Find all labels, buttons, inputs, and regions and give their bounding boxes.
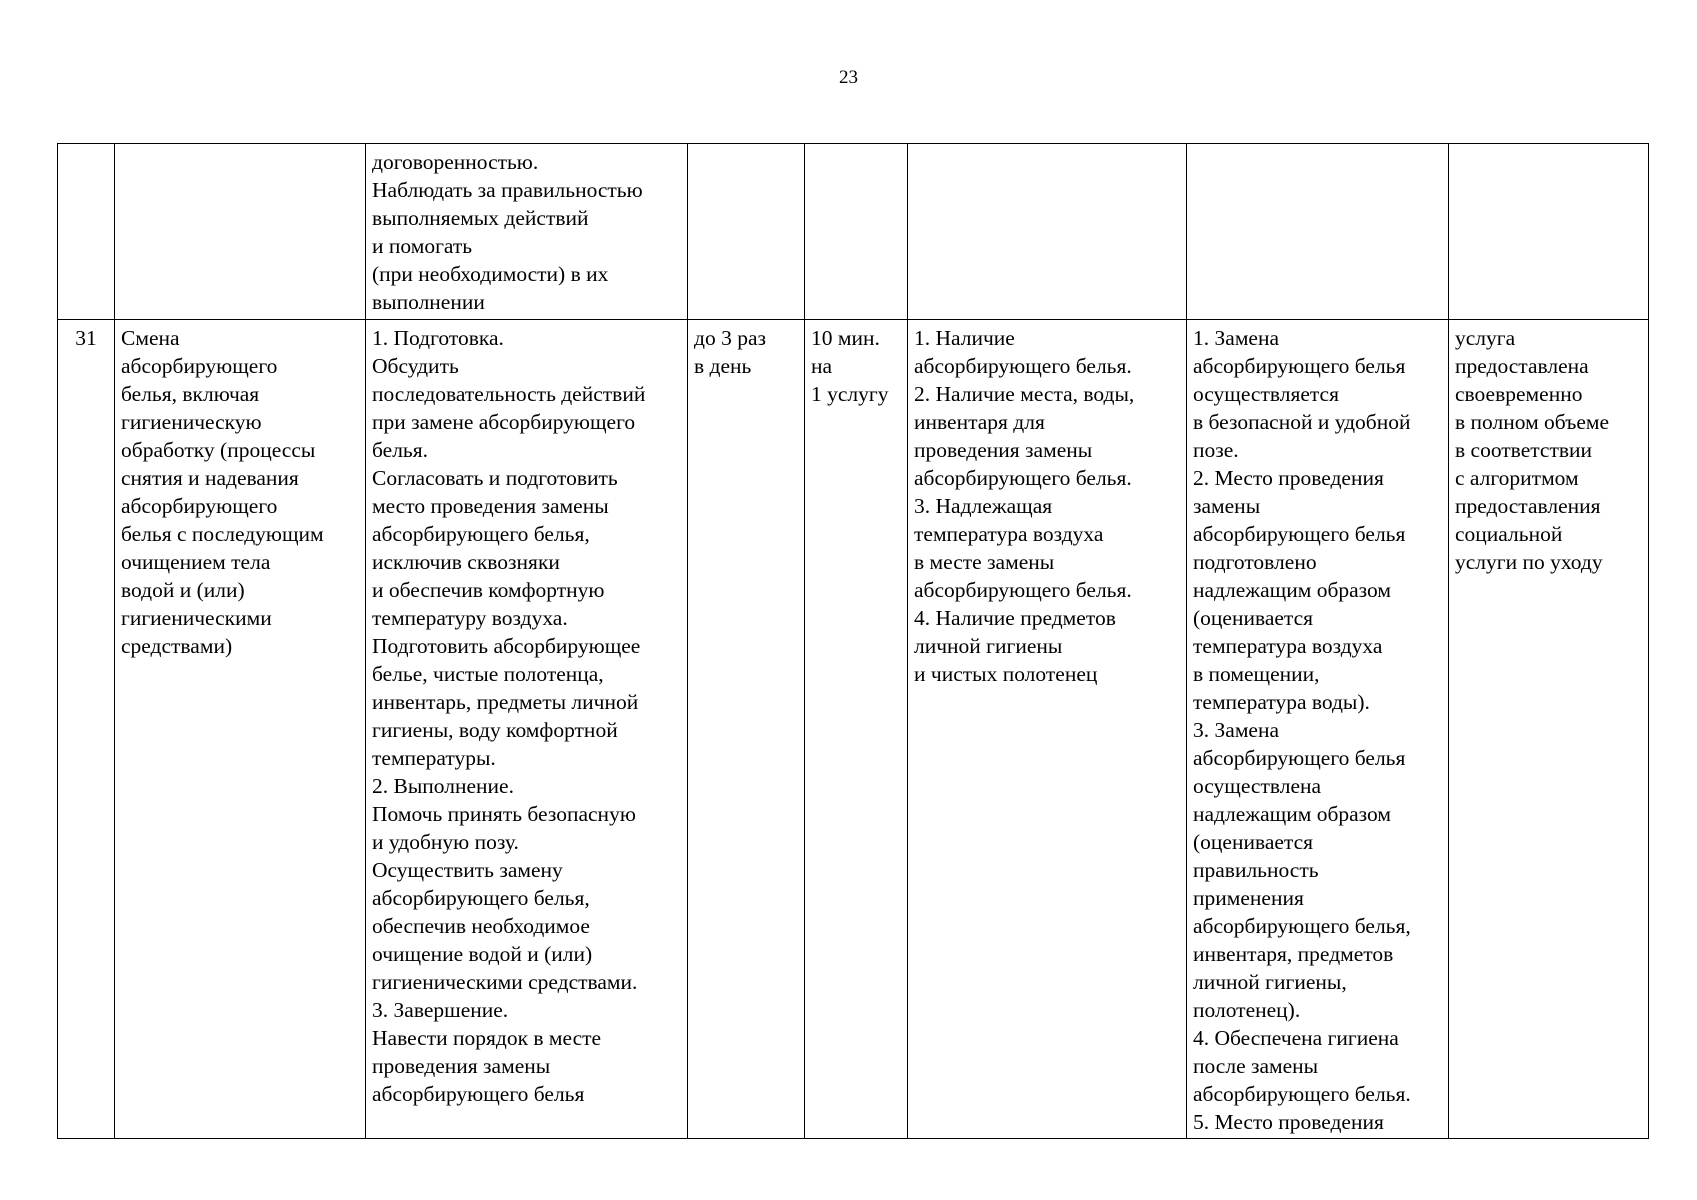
cell-text-line: 4. Наличие предметов bbox=[914, 606, 1116, 630]
cell-text-line: замены bbox=[1193, 494, 1261, 518]
cell-text-line: после замены bbox=[1193, 1054, 1319, 1078]
cell-text-line: Навести порядок в месте bbox=[372, 1026, 602, 1050]
cell-text-line: Помочь принять безопасную bbox=[372, 802, 636, 826]
cell-text-line: и удобную позу. bbox=[372, 830, 519, 854]
cell-text-line: абсорбирующего белья. bbox=[914, 354, 1132, 378]
cell-text-line: 1. Наличие bbox=[914, 326, 1015, 350]
cell-text-line: инвентарь, предметы личной bbox=[372, 690, 639, 714]
cell-text-line: осуществлена bbox=[1193, 774, 1322, 798]
cell-text-line: предоставлена bbox=[1455, 354, 1589, 378]
cell-result-evaluation bbox=[1449, 320, 1649, 1139]
cell-text-line: правильность bbox=[1193, 858, 1319, 882]
cell-text-line: позе. bbox=[1193, 438, 1239, 462]
cell-frequency bbox=[688, 320, 805, 1139]
cell-text-line: и обеспечив комфортную bbox=[372, 578, 605, 602]
cell-text-line: 2. Выполнение. bbox=[372, 774, 514, 798]
cell-text-line: инвентаря для bbox=[914, 410, 1045, 434]
cell-procedure bbox=[366, 320, 688, 1139]
cell-duration bbox=[805, 144, 908, 320]
cell-text-line: абсорбирующего белья bbox=[1193, 522, 1406, 546]
cell-text-line: Наблюдать за правильностью bbox=[372, 178, 643, 202]
cell-text-line: своевременно bbox=[1455, 382, 1583, 406]
cell-text-line: в полном объеме bbox=[1455, 410, 1610, 434]
cell-text-line: абсорбирующего белья bbox=[1193, 354, 1406, 378]
cell-text-line: гигиеническими средствами. bbox=[372, 970, 638, 994]
cell-text-line: надлежащим образом bbox=[1193, 578, 1391, 602]
cell-text-line: 3. Замена bbox=[1193, 718, 1280, 742]
cell-service-name bbox=[115, 144, 366, 320]
cell-text-line: абсорбирующего белья. bbox=[1193, 1082, 1411, 1106]
cell-number bbox=[58, 320, 115, 1139]
cell-text-line: (оценивается bbox=[1193, 830, 1314, 854]
table-row-continuation bbox=[58, 144, 1649, 320]
cell-text-line: место проведения замены bbox=[372, 494, 609, 518]
cell-text-line: Подготовить абсорбирующее bbox=[372, 634, 641, 658]
cell-text-line: 10 мин. bbox=[811, 326, 880, 350]
cell-text-line: абсорбирующего белья. bbox=[914, 578, 1132, 602]
cell-text-line: абсорбирующего белья, bbox=[372, 522, 590, 546]
cell-text-line: и помогать bbox=[372, 234, 473, 258]
cell-text-line: гигиеническую bbox=[121, 410, 262, 434]
row-number: 31 bbox=[75, 326, 97, 350]
cell-text-line: социальной bbox=[1455, 522, 1563, 546]
cell-text-line: на bbox=[811, 354, 833, 378]
cell-text-line: обработку (процессы bbox=[121, 438, 316, 462]
cell-text-line: температуру воздуха. bbox=[372, 606, 568, 630]
cell-text-line: подготовлено bbox=[1193, 550, 1317, 574]
cell-text-line: абсорбирующего белья, bbox=[372, 886, 590, 910]
cell-frequency bbox=[688, 144, 805, 320]
cell-text-line: проведения замены bbox=[914, 438, 1093, 462]
cell-text-line: очищением тела bbox=[121, 550, 271, 574]
cell-text-line: температуры. bbox=[372, 746, 496, 770]
cell-text-line: с алгоритмом bbox=[1455, 466, 1579, 490]
cell-text-line: последовательность действий bbox=[372, 382, 646, 406]
cell-number bbox=[58, 144, 115, 320]
cell-text-line: белье, чистые полотенца, bbox=[372, 662, 604, 686]
cell-text-line: гигиены, воду комфортной bbox=[372, 718, 618, 742]
cell-text-line: обеспечив необходимое bbox=[372, 914, 590, 938]
cell-text-line: (оценивается bbox=[1193, 606, 1314, 630]
cell-text-line: в безопасной и удобной bbox=[1193, 410, 1411, 434]
cell-text-line: выполнении bbox=[372, 290, 485, 314]
cell-text-line: личной гигиены, bbox=[1193, 970, 1347, 994]
cell-text-line: применения bbox=[1193, 886, 1304, 910]
cell-procedure bbox=[366, 144, 688, 320]
cell-text-line: 3. Завершение. bbox=[372, 998, 509, 1022]
cell-text-line: температура воздуха bbox=[914, 522, 1104, 546]
cell-text-line: 1. Замена bbox=[1193, 326, 1280, 350]
cell-text-line: гигиеническими bbox=[121, 606, 272, 630]
cell-text-line: выполняемых действий bbox=[372, 206, 589, 230]
table-row-31 bbox=[58, 320, 1649, 1139]
cell-text-line: белья. bbox=[372, 438, 428, 462]
cell-text-line: услуга bbox=[1455, 326, 1516, 350]
cell-conditions bbox=[908, 320, 1187, 1139]
page-number: 23 bbox=[839, 67, 858, 88]
cell-text-line: личной гигиены bbox=[914, 634, 1063, 658]
cell-text-line: абсорбирующего bbox=[121, 494, 278, 518]
cell-quality-indicators bbox=[1187, 144, 1449, 320]
cell-text-line: абсорбирующего белья. bbox=[914, 466, 1132, 490]
cell-text-line: абсорбирующего белья, bbox=[1193, 914, 1411, 938]
cell-text-line: договоренностью. bbox=[372, 150, 539, 174]
cell-text-line: услуги по уходу bbox=[1455, 550, 1603, 574]
cell-text-line: 2. Место проведения bbox=[1193, 466, 1384, 490]
cell-text-line: Обсудить bbox=[372, 354, 459, 378]
cell-text-line: в помещении, bbox=[1193, 662, 1320, 686]
cell-text-line: 1. Подготовка. bbox=[372, 326, 504, 350]
cell-text-line: осуществляется bbox=[1193, 382, 1339, 406]
cell-text-line: 3. Надлежащая bbox=[914, 494, 1053, 518]
cell-text-line: температура воды). bbox=[1193, 690, 1370, 714]
cell-text-line: (при необходимости) в их bbox=[372, 262, 609, 286]
cell-text-line: в день bbox=[694, 354, 752, 378]
cell-text-line: абсорбирующего bbox=[121, 354, 278, 378]
cell-text-line: до 3 раз bbox=[694, 326, 766, 350]
cell-text-line: предоставления bbox=[1455, 494, 1601, 518]
cell-text-line: 4. Обеспечена гигиена bbox=[1193, 1026, 1399, 1050]
cell-text-line: белья, включая bbox=[121, 382, 260, 406]
cell-text-line: полотенец). bbox=[1193, 998, 1301, 1022]
cell-result-evaluation bbox=[1449, 144, 1649, 320]
cell-duration bbox=[805, 320, 908, 1139]
cell-text-line: и чистых полотенец bbox=[914, 662, 1098, 686]
cell-text-line: в месте замены bbox=[914, 550, 1055, 574]
cell-text-line: средствами) bbox=[121, 634, 233, 658]
cell-text-line: 2. Наличие места, воды, bbox=[914, 382, 1135, 406]
cell-service-name bbox=[115, 320, 366, 1139]
cell-text-line: водой и (или) bbox=[121, 578, 245, 602]
cell-text-line: 1 услугу bbox=[811, 382, 889, 406]
cell-text-line: инвентаря, предметов bbox=[1193, 942, 1394, 966]
cell-text-line: снятия и надевания bbox=[121, 466, 299, 490]
cell-text-line: проведения замены bbox=[372, 1054, 551, 1078]
cell-text-line: при замене абсорбирующего bbox=[372, 410, 636, 434]
cell-quality-indicators bbox=[1187, 320, 1449, 1139]
cell-text-line: абсорбирующего белья bbox=[372, 1082, 585, 1106]
cell-text-line: белья с последующим bbox=[121, 522, 324, 546]
cell-text-line: очищение водой и (или) bbox=[372, 942, 593, 966]
cell-conditions bbox=[908, 144, 1187, 320]
cell-text-line: надлежащим образом bbox=[1193, 802, 1391, 826]
cell-text-line: в соответствии bbox=[1455, 438, 1593, 462]
cell-text-line: абсорбирующего белья bbox=[1193, 746, 1406, 770]
cell-text-line: 5. Место проведения bbox=[1193, 1110, 1384, 1134]
services-table bbox=[57, 143, 1649, 1139]
cell-text-line: Осуществить замену bbox=[372, 858, 563, 882]
cell-text-line: исключив сквозняки bbox=[372, 550, 560, 574]
cell-text-line: Согласовать и подготовить bbox=[372, 466, 618, 490]
cell-text-line: температура воздуха bbox=[1193, 634, 1383, 658]
cell-text-line: Смена bbox=[121, 326, 180, 350]
